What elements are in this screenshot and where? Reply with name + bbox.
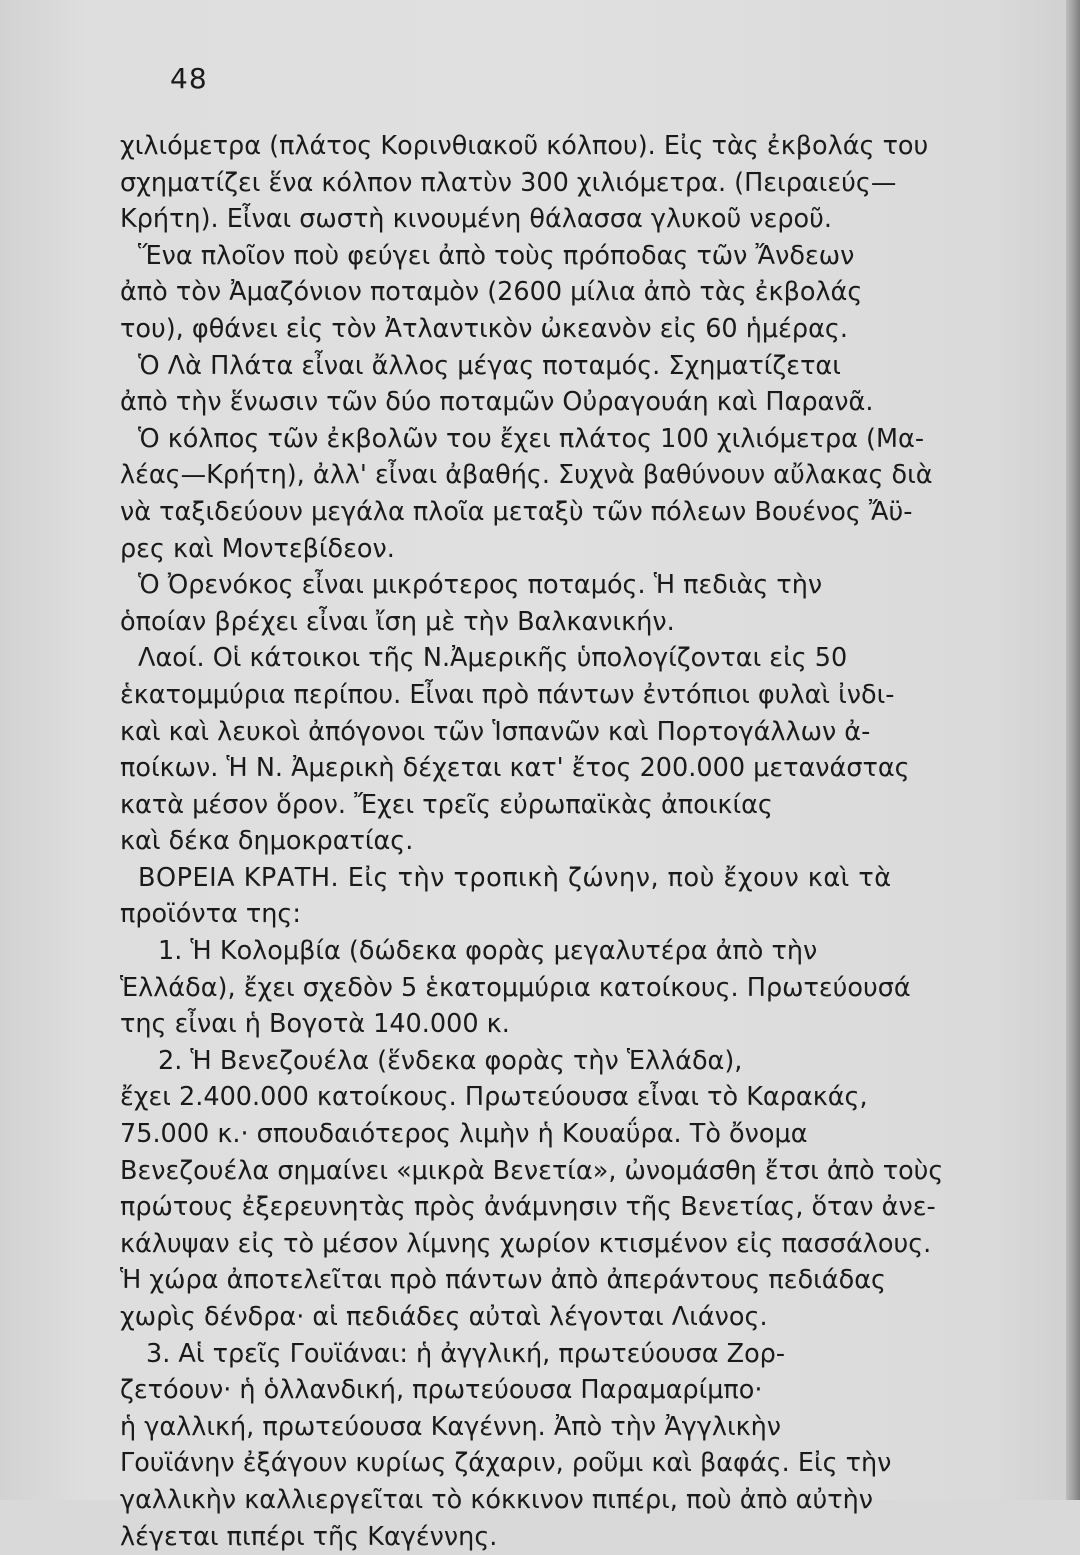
text-line: σχηματίζει ἕνα κόλπον πλατὺν 300 χιλιόμετρα. (Πειραιεύς—: [120, 167, 897, 198]
text-line: ποίκων. Ἡ Ν. Ἀμερικὴ δέχεται κατ' ἔτος 200.000 μετανάστας: [120, 753, 910, 784]
text-line: καὶ δέκα δημοκρατίας.: [120, 826, 414, 857]
text-line: ἀπὸ τὸν Ἀμαζόνιον ποταμὸν (2600 μίλια ἀπὸ τὰς ἐκβολάς: [120, 277, 863, 308]
text-line: γαλλικὴν καλλιεργεῖται τὸ κόκκινον πιπέρι, ποὺ ἀπὸ αὐτὴν: [120, 1484, 873, 1515]
text-line: προϊόντα της:: [120, 899, 301, 930]
text-line: Κρήτη). Εἶναι σωστὴ κινουμένη θάλασσα γλυκοῦ νεροῦ.: [120, 204, 832, 235]
text-line: ἀπὸ τὴν ἕνωσιν τῶν δύο ποταμῶν Οὐραγουάη καὶ Παρανᾶ.: [120, 387, 874, 418]
text-line: της εἶναι ἡ Βογοτὰ 140.000 κ.: [120, 1009, 510, 1040]
text-line: 1. Ἡ Κολομβία (δώδεκα φορὰς μεγαλυτέρα ἀπὸ τὴν: [158, 936, 818, 967]
text-line: καὶ καὶ λευκοὶ ἀπόγονοι τῶν Ἱσπανῶν καὶ Πορτογάλλων ἀ-: [120, 716, 871, 747]
text-line: κάλυψαν εἰς τὸ μέσον λίμνης χωρίον κτισμένον εἰς πασσάλους.: [120, 1228, 932, 1259]
text-line: Ἡ χώρα ἀποτελεῖται πρὸ πάντων ἀπὸ ἀπεράντους πεδιάδας: [120, 1265, 886, 1296]
text-line: του), φθάνει εἰς τὸν Ἀτλαντικὸν ὠκεανὸν εἰς 60 ἡμέρας.: [120, 313, 848, 344]
text-line: ζετόουν· ἡ ὁλλανδική, πρωτεύουσα Παραμαρίμπο·: [120, 1375, 763, 1406]
text-line: ἡ γαλλική, πρωτεύουσα Καγέννη. Ἀπὸ τὴν Ἀγγλικὴν: [120, 1411, 782, 1442]
body-text: [120, 128, 1070, 1555]
text-line: ρες καὶ Μοντεβίδεον.: [120, 533, 395, 564]
text-line: Λαοί. Οἱ κάτοικοι τῆς Ν.Ἀμερικῆς ὑπολογίζονται εἰς 50: [138, 643, 848, 674]
text-line: λέας—Κρήτη), ἀλλ' εἶναι ἀβαθής. Συχνὰ βαθύνουν αὔλακας διὰ: [120, 460, 933, 491]
page-number: 48: [170, 62, 208, 95]
text-line: ἑκατομμύρια περίπου. Εἶναι πρὸ πάντων ἐντόπιοι φυλαὶ ἰνδι-: [120, 679, 895, 710]
text-line: κατὰ μέσον ὅρον. Ἔχει τρεῖς εὐρωπαϊκὰς ἀποικίας: [120, 789, 773, 820]
text-line: 2. Ἡ Βενεζουέλα (ἕνδεκα φορὰς τὴν Ἑλλάδα),: [158, 1045, 743, 1076]
text-line: νὰ ταξιδεύουν μεγάλα πλοῖα μεταξὺ τῶν πόλεων Βουένος Ἄϋ-: [120, 496, 913, 527]
text-line: ΒΟΡΕΙΑ ΚΡΑΤΗ. Εἰς τὴν τροπικὴ ζώνην, ποὺ ἔχουν καὶ τὰ: [138, 862, 892, 893]
text-line: Ὁ κόλπος τῶν ἐκβολῶν του ἔχει πλάτος 100 χιλιόμετρα (Μα-: [138, 423, 925, 454]
text-line: Ὁ Λὰ Πλάτα εἶναι ἄλλος μέγας ποταμός. Σχηματίζεται: [138, 350, 841, 381]
text-line: Ἕνα πλοῖον ποὺ φεύγει ἀπὸ τοὺς πρόποδας τῶν Ἄνδεων: [138, 240, 855, 271]
text-line: 3. Αἱ τρεῖς Γουϊάναι: ἡ ἀγγλική, πρωτεύουσα Ζορ-: [146, 1338, 786, 1369]
text-line: χιλιόμετρα (πλάτος Κορινθιακοῦ κόλπου). Εἰς τὰς ἐκβολάς του: [120, 131, 929, 161]
text-line: Ὁ Ὀρενόκος εἶναι μικρότερος ποταμός. Ἡ πεδιὰς τὴν: [138, 570, 823, 601]
text-line: ἔχει 2.400.000 κατοίκους. Πρωτεύουσα εἶναι τὸ Καρακάς,: [120, 1082, 868, 1113]
text-line: Βενεζουέλα σημαίνει «μικρὰ Βενετία», ὠνομάσθη ἔτσι ἀπὸ τοὺς: [120, 1155, 944, 1186]
text-line: Γουϊάνην ἐξάγουν κυρίως ζάχαριν, ροῦμι καὶ βαφάς. Εἰς τὴν: [120, 1448, 892, 1479]
text-line: λέγεται πιπέρι τῆς Καγέννης.: [120, 1521, 498, 1552]
text-line: ὁποίαν βρέχει εἶναι ἴση μὲ τὴν Βαλκανικήν.: [120, 606, 675, 637]
text-line: χωρὶς δένδρα· αἱ πεδιάδες αὐταὶ λέγονται Λιάνος.: [120, 1302, 768, 1332]
text-line: Ἑλλάδα), ἔχει σχεδὸν 5 ἑκατομμύρια κατοίκους. Πρωτεύουσά: [120, 972, 911, 1003]
text-line: πρώτους ἐξερευνητὰς πρὸς ἀνάμνησιν τῆς Βενετίας, ὅταν ἀνε-: [120, 1192, 936, 1223]
text-line: 75.000 κ.· σπουδαιότερος λιμὴν ἡ Κουαΰρα. Τὸ ὄνομα: [120, 1119, 808, 1150]
